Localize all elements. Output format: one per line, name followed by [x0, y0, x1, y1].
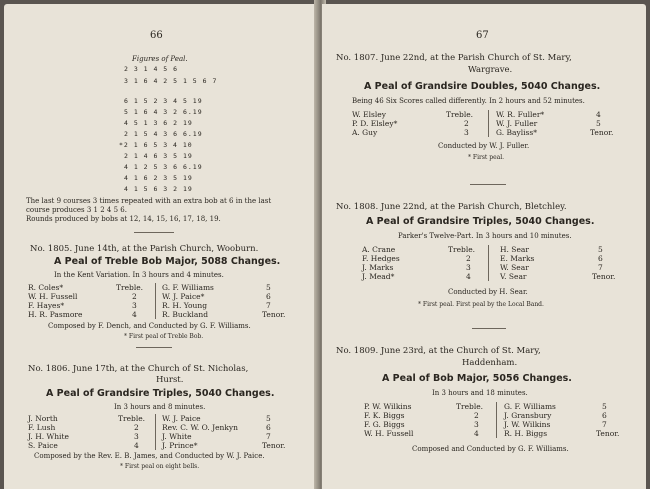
ringer-name: H. Sear: [500, 245, 529, 254]
ringer-name: R. H. Biggs: [504, 429, 548, 438]
figures-row: *2 1 6 5 3 4 10: [119, 141, 193, 149]
ringer-position: 4: [596, 110, 601, 119]
ringer-name: J. Gransbury: [504, 411, 552, 420]
ringer-name: G. F. Williams: [162, 283, 214, 292]
peal-title: A Peal of Bob Major, 5056 Changes.: [382, 373, 572, 384]
ringer-name: F. G. Biggs: [364, 420, 405, 429]
ringer-name: F. Hayes*: [28, 301, 65, 310]
ringer-name: W. H. Fussell: [28, 292, 78, 301]
ringer-name: R. Buckland: [162, 310, 209, 319]
figures-title: Figures of Peal.: [132, 55, 188, 63]
peal-heading: No. 1808. June 22nd, at the Parish Church, Bletchley.: [336, 202, 567, 212]
ringer-position: 6: [602, 411, 607, 420]
divider: [136, 347, 172, 348]
ringer-position: Treble.: [446, 110, 474, 119]
peal-heading: No. 1807. June 22nd, at the Parish Church of St. Mary,: [336, 53, 572, 63]
ringer-position: 3: [466, 263, 471, 272]
ringer-name: A. Crane: [362, 245, 396, 254]
ringer-position: 5: [596, 119, 601, 128]
divider: [472, 328, 506, 329]
ringer-position: 2: [474, 411, 479, 420]
ringer-position: 7: [598, 263, 603, 272]
ringer-name: A. Guy: [352, 128, 378, 137]
ringer-name: J. White: [162, 432, 192, 441]
column-divider: [488, 245, 489, 281]
figures-row: 4 1 2 5 3 6 6.19: [124, 163, 203, 171]
peal-heading: Hurst.: [156, 375, 184, 385]
ringer-position: 4: [474, 429, 479, 438]
composed-line: Composed by F. Dench, and Conducted by G. F. Williams.: [48, 322, 251, 330]
ringer-name: F. K. Biggs: [364, 411, 405, 420]
ringer-position: 7: [266, 301, 271, 310]
peal-subhead: In 3 hours and 8 minutes.: [114, 403, 206, 411]
figures-row: 4 5 1 3 6 2 19: [124, 119, 193, 127]
ringer-name: W. J. Paice*: [162, 292, 205, 301]
figures-row: 4 1 6 2 3 5 19: [124, 174, 193, 182]
page-number: 67: [476, 30, 489, 41]
ringer-name: J. Marks: [362, 263, 394, 272]
peal-heading: Wargrave.: [468, 65, 513, 75]
ringer-name: W. R. Fuller*: [496, 110, 545, 119]
ringer-position: Tenor.: [592, 272, 616, 281]
ringer-name: S. Paice: [28, 441, 58, 450]
ringer-position: 2: [132, 292, 137, 301]
ringer-position: 2: [466, 254, 471, 263]
peal-heading: No. 1805. June 14th, at the Parish Church, Wooburn.: [30, 244, 259, 254]
peal-heading: No. 1809. June 23rd, at the Church of St. Mary,: [336, 346, 541, 356]
footnote: * First peal. First peal by the Local Band.: [418, 301, 544, 308]
ringer-position: 3: [134, 432, 139, 441]
right-page: [322, 4, 646, 489]
ringer-position: 2: [134, 423, 139, 432]
ringer-position: 3: [132, 301, 137, 310]
ringer-name: J. North: [28, 414, 58, 423]
ringer-position: Treble.: [456, 402, 484, 411]
ringer-name: W. H. Fussell: [364, 429, 414, 438]
ringer-position: 4: [466, 272, 471, 281]
ringer-position: 5: [266, 414, 271, 423]
peal-subhead: In 3 hours and 18 minutes.: [432, 389, 528, 397]
ringer-name: J. Prince*: [162, 441, 198, 450]
column-divider: [155, 283, 156, 319]
column-divider: [155, 414, 156, 450]
ringer-name: G. F. Williams: [504, 402, 556, 411]
ringer-position: 6: [266, 292, 271, 301]
peal-title: A Peal of Grandsire Triples, 5040 Changes.: [366, 216, 595, 227]
ringer-position: Treble.: [448, 245, 476, 254]
ringer-name: J. H. White: [28, 432, 69, 441]
ringer-name: R. H. Young: [162, 301, 207, 310]
left-page: [4, 4, 318, 489]
ringer-name: W. Elsley: [352, 110, 386, 119]
footnote: * First peal on eight bells.: [120, 463, 200, 470]
ringer-position: 6: [266, 423, 271, 432]
peal-title: A Peal of Treble Bob Major, 5088 Changes.: [54, 256, 281, 267]
figures-row: 5 1 6 4 3 2 6.19: [124, 108, 203, 116]
peal-subhead: Parker's Twelve-Part. In 3 hours and 10 minutes.: [398, 232, 572, 240]
peal-title: A Peal of Grandsire Triples, 5040 Changes.: [46, 388, 275, 399]
ringer-position: 5: [602, 402, 607, 411]
ringer-name: R. Coles*: [28, 283, 64, 292]
ringer-name: H. R. Pasmore: [28, 310, 83, 319]
ringer-position: 5: [598, 245, 603, 254]
footnote: * First peal.: [468, 154, 505, 161]
divider: [470, 184, 506, 185]
ringer-name: E. Marks: [500, 254, 535, 263]
ringer-position: Tenor.: [596, 429, 620, 438]
peal-title: A Peal of Grandsire Doubles, 5040 Changes.: [364, 81, 601, 92]
ringer-name: G. Bayliss*: [496, 128, 537, 137]
ringer-position: Tenor.: [590, 128, 614, 137]
ringer-position: Tenor.: [262, 441, 286, 450]
figures-note: The last 9 courses 3 times repeated with an extra bob at 6 in the last: [26, 197, 272, 205]
ringer-position: 3: [464, 128, 469, 137]
ringer-name: F. Lush: [28, 423, 56, 432]
page-number: 66: [150, 30, 163, 41]
ringer-position: Tenor.: [262, 310, 286, 319]
peal-subhead: In the Kent Variation. In 3 hours and 4 minutes.: [54, 271, 224, 279]
composed-line: Composed and Conducted by G. F. Williams.: [412, 445, 569, 453]
column-divider: [496, 402, 497, 438]
ringer-position: 7: [602, 420, 607, 429]
figures-row: 3 1 6 4 2 5 1 5 6 7: [124, 77, 218, 85]
ringer-position: 3: [474, 420, 479, 429]
conducted-line: Conducted by H. Sear.: [448, 288, 528, 296]
ringer-name: W. J. Fuller: [496, 119, 538, 128]
ringer-name: W. Sear: [500, 263, 529, 272]
ringer-name: W. J. Paice: [162, 414, 201, 423]
figures-note: Rounds produced by bobs at 12, 14, 15, 16, 17, 18, 19.: [26, 215, 221, 223]
figures-row: 6 1 5 2 3 4 5 19: [124, 97, 203, 105]
ringer-name: Rev. C. W. O. Jenkyn: [162, 423, 238, 432]
ringer-position: 5: [266, 283, 271, 292]
ringer-position: 7: [266, 432, 271, 441]
figures-row: 2 3 1 4 5 6: [124, 65, 179, 73]
ringer-name: J. Mead*: [362, 272, 395, 281]
ringer-name: P. D. Elsley*: [352, 119, 398, 128]
ringer-name: F. Hedges: [362, 254, 400, 263]
figures-note: course produces 3 1 2 4 5 6.: [26, 206, 127, 214]
ringer-name: J. W. Wilkins: [504, 420, 551, 429]
divider: [134, 232, 174, 233]
figures-row: 4 1 5 6 3 2 19: [124, 185, 193, 193]
footnote: * First peal of Treble Bob.: [124, 333, 204, 340]
ringer-position: 2: [464, 119, 469, 128]
peal-heading: No. 1806. June 17th, at the Church of St. Nicholas,: [28, 364, 249, 374]
column-divider: [488, 110, 489, 137]
ringer-position: 4: [134, 441, 139, 450]
figures-row: 2 1 5 4 3 6 6.19: [124, 130, 203, 138]
conducted-line: Conducted by W. J. Fuller.: [438, 142, 530, 150]
ringer-position: Treble.: [118, 414, 146, 423]
peal-subhead: Being 46 Six Scores called differently. In 2 hours and 52 minutes.: [352, 97, 585, 105]
ringer-position: Treble.: [116, 283, 144, 292]
ringer-position: 6: [598, 254, 603, 263]
figures-row: 2 1 4 6 3 5 19: [124, 152, 193, 160]
ringer-name: V. Sear: [500, 272, 527, 281]
ringer-position: 4: [132, 310, 137, 319]
ringer-name: P. W. Wilkins: [364, 402, 412, 411]
peal-heading: Haddenham.: [462, 358, 518, 368]
composed-line: Composed by the Rev. E. B. James, and Conducted by W. J. Paice.: [34, 452, 265, 460]
